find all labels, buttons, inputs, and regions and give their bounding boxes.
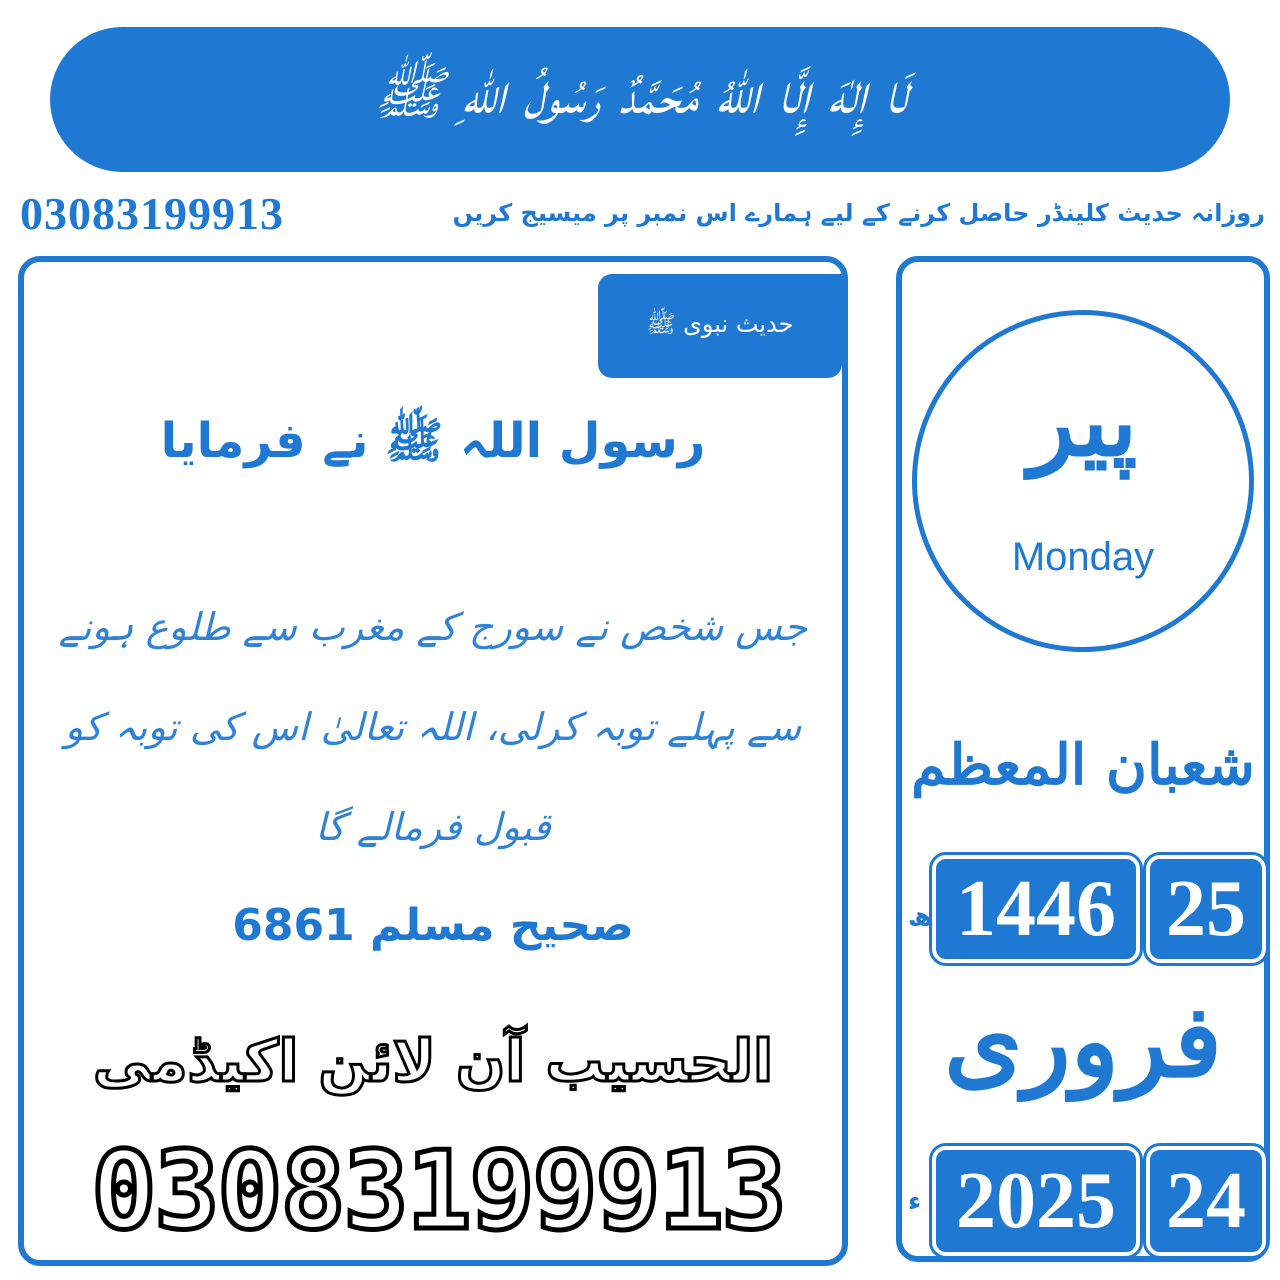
hijri-year: 1446 xyxy=(932,855,1140,963)
hijri-era-mark: ھ xyxy=(908,902,933,932)
kalima-banner xyxy=(50,27,1230,172)
subscription-message: روزانہ حدیث کلینڈر حاصل کرنے کے لیے ہمارے اس نمبر پر میسیج کریں xyxy=(452,199,1265,227)
gregorian-month: فروری xyxy=(944,982,1222,1100)
subscription-line xyxy=(20,182,1265,244)
gregorian-year: 2025 xyxy=(932,1146,1140,1256)
hijri-day: 25 xyxy=(1146,855,1266,963)
date-panel xyxy=(896,256,1270,1262)
hadith-text: جس شخص نے سورج کے مغرب سے طلوع ہونے سے پہلے توبہ کرلی، اللہ تعالیٰ اس کی توبہ کو قبول فرمالے گا xyxy=(58,605,808,849)
academy-phone: 03083199913 xyxy=(91,1129,785,1254)
kalima-text: لَا إِلٰهَ إِلَّا اللّٰهُ مُحَمَّدٌ رَسُولُ اللّٰهِ ﷺ xyxy=(373,58,907,127)
gregorian-day: 24 xyxy=(1146,1146,1266,1256)
hadith-panel xyxy=(18,256,848,1266)
day-english: Monday xyxy=(1011,535,1155,579)
day-urdu: پیر xyxy=(1028,365,1138,478)
hadith-heading: رسول اللہ ﷺ نے فرمایا xyxy=(160,413,706,469)
hadith-tag: حدیث نبوی ﷺ xyxy=(598,274,842,378)
gregorian-era-mark: ء xyxy=(908,1187,922,1217)
academy-name: الحسیب آن لائن اکیڈمی xyxy=(92,1027,774,1095)
day-circle xyxy=(912,310,1254,652)
islamic-month: شعبان المعظم xyxy=(911,732,1255,798)
hadith-reference: صحیح مسلم 6861 xyxy=(232,900,634,951)
subscription-phone: 03083199913 xyxy=(20,187,284,239)
